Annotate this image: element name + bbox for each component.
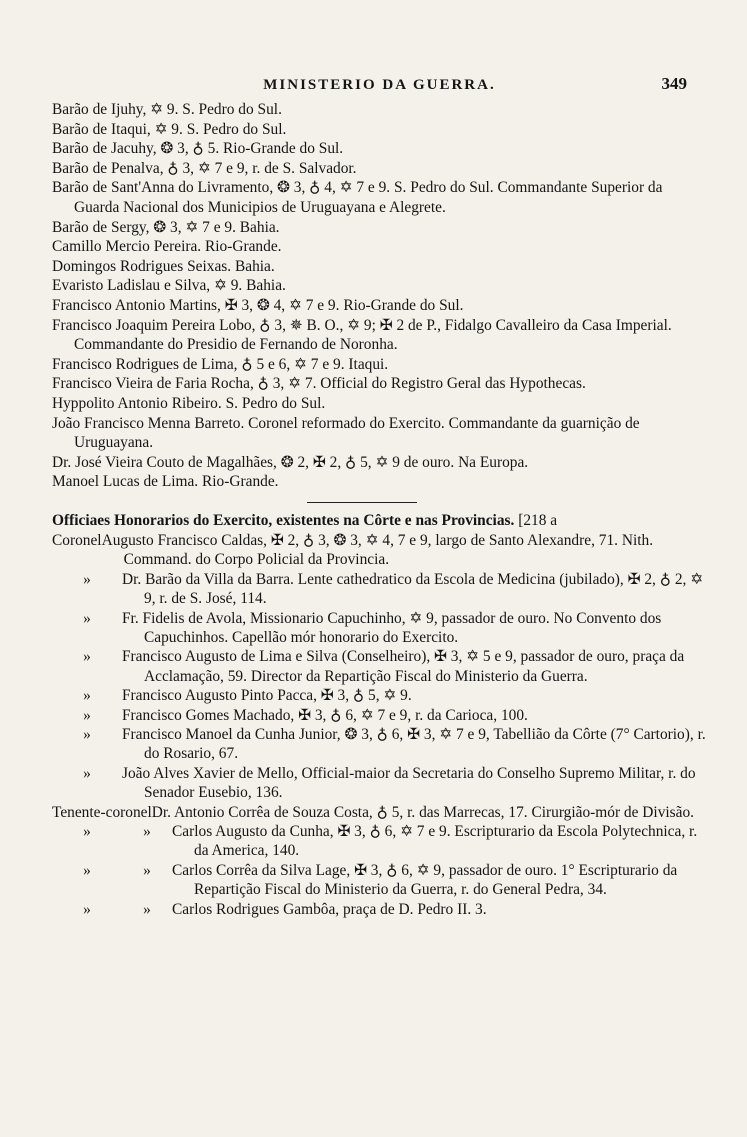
section-title: Officiaes Honorarios do Exercito, existentes na Côrte e nas Provincias.	[52, 511, 515, 529]
list-item: Evaristo Ladislau e Silva, ✡ 9. Bahia.	[52, 277, 286, 295]
list-item: Francisco Rodrigues de Lima, ♁ 5 e 6, ✡ 7 e 9. Itaqui.	[52, 355, 389, 373]
list-item: Barão de Penalva, ♁ 3, ✡ 7 e 9, r. de S. Salvador.	[52, 159, 357, 177]
list-item: Camillo Mercio Pereira. Rio-Grande.	[52, 238, 282, 256]
officer-text: Fr. Fidelis de Avola, Missionario Capuchinho, ✡ 9, passador de ouro. No Convento dos Capuchinhos. Capellão mór honorario do Exercito.	[122, 609, 662, 646]
table-row	[52, 647, 707, 686]
ditto-mark: »	[83, 570, 91, 588]
table-row	[52, 725, 707, 764]
table-row	[52, 609, 707, 648]
officer-text: João Alves Xavier de Mello, Official-maior da Secretaria do Conselho Supremo Militar, r. do Senador Eusebio, 136.	[122, 764, 696, 802]
page-header	[52, 70, 707, 100]
ditto-mark: »	[83, 861, 91, 879]
table-row	[52, 686, 707, 705]
officer-text: Francisco Augusto Pinto Pacca, ✠ 3, ♁ 5, ✡ 9.	[122, 687, 412, 705]
list-item: João Francisco Menna Barreto. Coronel reformado do Exercito. Commandante da guarnição de Uruguayana.	[52, 414, 640, 452]
list-item: Barão de Sant'Anna do Livramento, ❂ 3, ♁ 4, ✡ 7 e 9. S. Pedro do Sul. Commandante Superior da Guarda Nacional dos Municipios de Uruguayana e Alegrete.	[52, 179, 663, 216]
officer-text: Francisco Augusto de Lima e Silva (Conselheiro), ✠ 3, ✡ 5 e 9, passador de ouro, praça da Acclamação, 59. Director da Repartição Fiscal do Ministerio da Guerra.	[122, 648, 685, 685]
list-item: Francisco Antonio Martins, ✠ 3, ❂ 4, ✡ 7 e 9. Rio-Grande do Sul.	[52, 296, 464, 314]
list-item: Barão de Jacuhy, ❂ 3, ♁ 5. Rio-Grande do Sul.	[52, 140, 344, 158]
ditto-mark: »	[83, 687, 91, 705]
table-row	[52, 570, 707, 609]
ditto-mark: »	[83, 648, 91, 666]
section-count: [218 a	[514, 511, 558, 529]
list-item: Barão de Ijuhy, ✡ 9. S. Pedro do Sul.	[52, 101, 282, 118]
ditto-mark: »	[83, 764, 91, 782]
ditto-mark: »	[83, 609, 91, 627]
officer-text: Francisco Gomes Machado, ✠ 3, ♁ 6, ✡ 7 e 9, r. da Carioca, 100.	[122, 706, 528, 724]
officers-list	[52, 531, 707, 919]
list-item: Hyppolito Antonio Ribeiro. S. Pedro do Sul.	[52, 394, 326, 412]
ditto-mark: »	[143, 900, 151, 918]
list-item: Barão de Itaqui, ✡ 9. S. Pedro do Sul.	[52, 120, 287, 138]
officer-text: Dr. Antonio Corrêa de Souza Costa, ♁ 5, r. das Marrecas, 17. Cirurgião-mór de Divisão.	[151, 803, 695, 821]
ditto-mark: »	[143, 822, 151, 840]
list-item: Manoel Lucas de Lima. Rio-Grande.	[52, 473, 279, 491]
rank-label: Coronel	[52, 531, 102, 549]
running-title: MINISTERIO DA GUERRA.	[263, 77, 496, 93]
section-heading	[52, 511, 707, 531]
table-row	[52, 803, 707, 822]
ditto-mark: »	[83, 725, 91, 743]
table-row	[52, 900, 707, 919]
officer-text: Augusto Francisco Caldas, ✠ 2, ♁ 3, ❂ 3, ✡ 4, 7 e 9, largo de Santo Alexandre, 71. Nith. Command. do Corpo Policial da Provincia.	[101, 531, 654, 569]
entries-list	[52, 100, 707, 492]
table-row	[52, 861, 707, 900]
table-row	[52, 764, 707, 803]
list-item: Dr. José Vieira Couto de Magalhães, ❂ 2, ✠ 2, ♁ 5, ✡ 9 de ouro. Na Europa.	[52, 453, 529, 471]
ditto-mark: »	[83, 900, 91, 918]
officer-text: Carlos Corrêa da Silva Lage, ✠ 3, ♁ 6, ✡ 9, passador de ouro. 1° Escripturario da Repartição Fiscal do Ministerio da Guerra, r. do General Pedra, 34.	[172, 861, 678, 899]
list-item: Domingos Rodrigues Seixas. Bahia.	[52, 257, 275, 275]
list-item: Barão de Sergy, ❂ 3, ✡ 7 e 9. Bahia.	[52, 218, 280, 236]
rank-label: Tenente-coronel	[52, 803, 152, 821]
page-number: 349	[661, 74, 687, 93]
section-divider	[307, 502, 417, 503]
list-item: Francisco Vieira de Faria Rocha, ♁ 3, ✡ 7. Official do Registro Geral das Hypothecas.	[52, 375, 586, 393]
table-row	[52, 531, 707, 570]
officer-text: Carlos Augusto da Cunha, ✠ 3, ♁ 6, ✡ 7 e 9. Escripturario da Escola Polytechnica, r. da America, 140.	[172, 822, 698, 860]
ditto-mark: »	[143, 861, 151, 879]
table-row	[52, 822, 707, 861]
officer-text: Dr. Barão da Villa da Barra. Lente cathedratico da Escola de Medicina (jubilado), ✠ 2, ♁ 2, ✡ 9, r. de S. José, 114.	[122, 570, 704, 608]
officer-text: Francisco Manoel da Cunha Junior, ❂ 3, ♁ 6, ✠ 3, ✡ 7 e 9, Tabellião da Côrte (7° Cartorio), r. do Rosario, 67.	[122, 725, 706, 763]
ditto-mark: »	[83, 822, 91, 840]
table-row	[52, 706, 707, 725]
list-item: Francisco Joaquim Pereira Lobo, ♁ 3, ✵ B. O., ✡ 9; ✠ 2 de P., Fidalgo Cavalleiro da Casa Imperial. Commandante do Presidio de Fernando de Noronha.	[52, 316, 672, 354]
officer-text: Carlos Rodrigues Gambôa, praça de D. Pedro II. 3.	[172, 900, 487, 918]
ditto-mark: »	[83, 706, 91, 724]
